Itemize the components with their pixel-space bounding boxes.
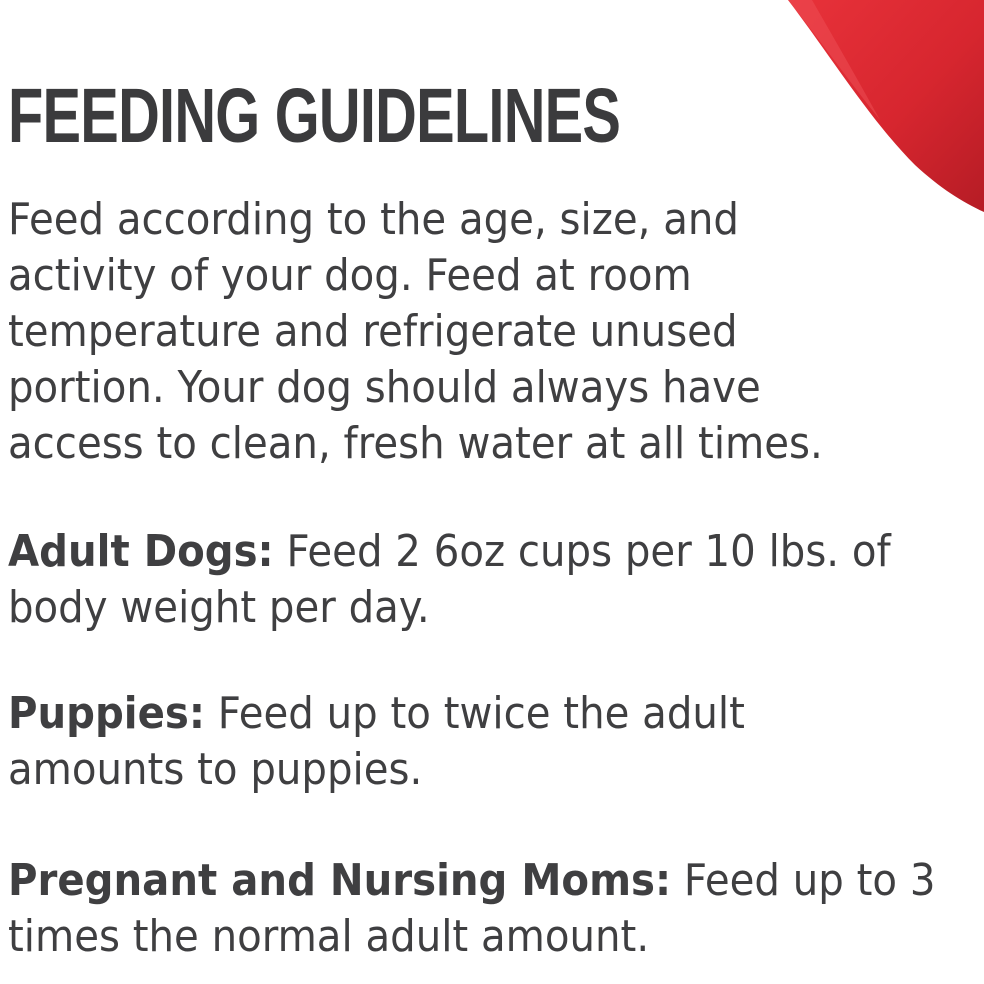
intro-line: activity of your dog. Feed at room: [8, 250, 692, 301]
adult-dogs-text-continued: body weight per day.: [8, 582, 430, 633]
red-swoosh-shape: [788, 0, 984, 212]
adult-dogs-text: Feed 2 6oz cups per 10 lbs. of: [273, 526, 891, 577]
pregnant-nursing-moms-text-continued: times the normal adult amount.: [8, 911, 650, 962]
intro-line: portion. Your dog should always have: [8, 362, 761, 413]
puppies-label: Puppies:: [8, 688, 205, 739]
puppies-guideline: [8, 686, 745, 798]
intro-line: access to clean, fresh water at all times.: [8, 418, 823, 469]
page-title: FEEDING GUIDELINES: [8, 73, 621, 159]
pregnant-nursing-moms-guideline: [8, 853, 935, 965]
puppies-text: Feed up to twice the adult: [204, 688, 745, 739]
intro-line: Feed according to the age, size, and: [8, 194, 739, 245]
pregnant-nursing-moms-text: Feed up to 3: [671, 855, 936, 906]
puppies-text-continued: amounts to puppies.: [8, 744, 423, 795]
pregnant-nursing-moms-label: Pregnant and Nursing Moms:: [8, 855, 672, 906]
red-swoosh-highlight: [788, 0, 880, 120]
intro-line: temperature and refrigerate unused: [8, 306, 738, 357]
intro-paragraph: [8, 192, 823, 472]
adult-dogs-guideline: [8, 524, 891, 636]
adult-dogs-label: Adult Dogs:: [8, 526, 274, 577]
